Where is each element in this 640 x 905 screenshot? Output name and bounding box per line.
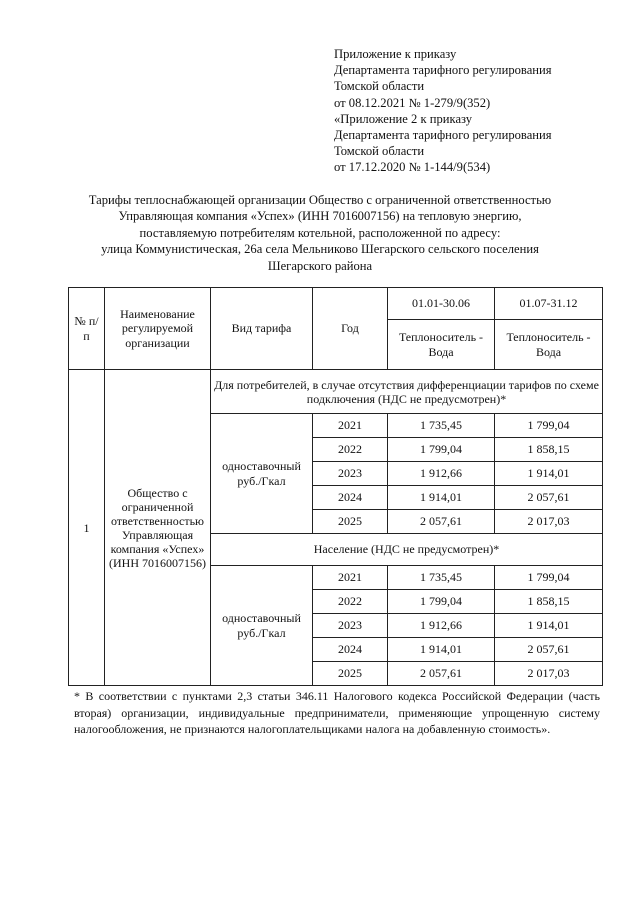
value-cell: 1 858,15 bbox=[495, 438, 603, 462]
value-cell: 1 914,01 bbox=[388, 638, 495, 662]
value-cell: 1 799,04 bbox=[388, 590, 495, 614]
year-cell: 2025 bbox=[313, 662, 388, 686]
header-num: № п/п bbox=[69, 288, 105, 370]
title-line: Управляющая компания «Успех» (ИНН 7016007156) на тепловую энергию, bbox=[118, 209, 522, 224]
value-cell: 1 799,04 bbox=[495, 414, 603, 438]
header-line: Приложение к приказу bbox=[334, 47, 457, 61]
year-cell: 2022 bbox=[313, 438, 388, 462]
order-appendix-header bbox=[334, 46, 624, 176]
header-line: от 17.12.2020 № 1-144/9(534) bbox=[334, 160, 491, 175]
group-title: Население (НДС не предусмотрен)* bbox=[211, 534, 603, 566]
value-cell: 2 017,03 bbox=[495, 662, 603, 686]
year-cell: 2021 bbox=[313, 566, 388, 590]
title-line: Шегарского района bbox=[267, 258, 373, 273]
document-title bbox=[40, 192, 600, 274]
header-line: Томской области bbox=[334, 79, 425, 94]
value-cell: 2 057,61 bbox=[495, 486, 603, 510]
value-cell: 2 057,61 bbox=[388, 510, 495, 534]
value-cell: 1 914,01 bbox=[495, 462, 603, 486]
tariff-table bbox=[68, 287, 603, 686]
value-cell: 2 017,03 bbox=[495, 510, 603, 534]
value-cell: 1 914,01 bbox=[388, 486, 495, 510]
title-line: улица Коммунистическая, 26а села Мельниково Шегарского сельского поселения bbox=[101, 242, 539, 257]
value-cell: 1 914,01 bbox=[495, 614, 603, 638]
group-title: Для потребителей, в случае отсутствия дифференциации тарифов по схеме подключения (НДС не предусмотрен)* bbox=[211, 370, 603, 414]
year-cell: 2025 bbox=[313, 510, 388, 534]
year-cell: 2024 bbox=[313, 486, 388, 510]
group-title-row bbox=[69, 370, 603, 414]
value-cell: 1 912,66 bbox=[388, 614, 495, 638]
value-cell: 2 057,61 bbox=[388, 662, 495, 686]
value-cell: 1 912,66 bbox=[388, 462, 495, 486]
year-cell: 2022 bbox=[313, 590, 388, 614]
header-line: Томской области bbox=[334, 144, 425, 159]
header-line: Департамента тарифного регулирования bbox=[334, 128, 552, 143]
table-header-row bbox=[69, 288, 603, 320]
header-tariff-type: Вид тарифа bbox=[211, 288, 313, 370]
header-period-1: 01.01-30.06 bbox=[388, 288, 495, 320]
year-cell: 2024 bbox=[313, 638, 388, 662]
value-cell: 2 057,61 bbox=[495, 638, 603, 662]
tariff-type-cell: одноставочный руб./Гкал bbox=[211, 566, 313, 686]
footnote: * В соответствии с пунктами 2,3 статьи 346.11 Налогового кодекса Российской Федерации (часть вторая) организации, индивидуальные предприниматели, применяющие упрощенную систему налогообложения, не признаются налогоплательщиками налога на добавленную стоимость». bbox=[74, 689, 600, 737]
value-cell: 1 799,04 bbox=[388, 438, 495, 462]
header-line: от 08.12.2021 № 1-279/9(352) bbox=[334, 95, 491, 110]
header-carrier-1: Теплоноситель - Вода bbox=[388, 320, 495, 370]
header-carrier-2: Теплоноситель - Вода bbox=[495, 320, 603, 370]
title-line: поставляемую потребителям котельной, расположенной по адресу: bbox=[139, 225, 501, 240]
tariff-type-cell: одноставочный руб./Гкал bbox=[211, 414, 313, 534]
year-cell: 2023 bbox=[313, 614, 388, 638]
year-cell: 2021 bbox=[313, 414, 388, 438]
row-number: 1 bbox=[69, 370, 105, 686]
value-cell: 1 735,45 bbox=[388, 414, 495, 438]
header-line: Департамента тарифного регулирования bbox=[334, 63, 552, 78]
organization-name: Общество с ограниченной ответственностью Управляющая компания «Успех» (ИНН 7016007156) bbox=[105, 370, 211, 686]
header-line: «Приложение 2 к приказу bbox=[334, 111, 473, 126]
value-cell: 1 735,45 bbox=[388, 566, 495, 590]
header-year: Год bbox=[313, 288, 388, 370]
value-cell: 1 858,15 bbox=[495, 590, 603, 614]
title-line: Тарифы теплоснабжающей организации Общество с ограниченной ответственностью bbox=[88, 193, 552, 207]
year-cell: 2023 bbox=[313, 462, 388, 486]
header-organization: Наименование регулируемой организации bbox=[105, 288, 211, 370]
header-period-2: 01.07-31.12 bbox=[495, 288, 603, 320]
value-cell: 1 799,04 bbox=[495, 566, 603, 590]
